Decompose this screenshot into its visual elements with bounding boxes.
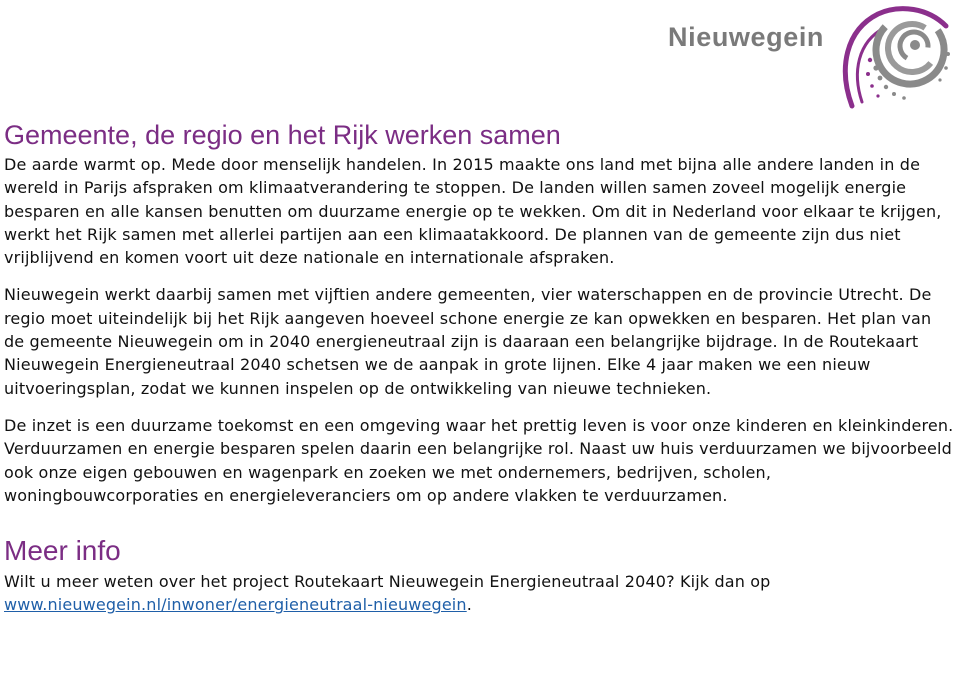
info-paragraph (4, 570, 954, 617)
energieneutraal-link[interactable]: www.nieuwegein.nl/inwoner/energieneutraal-nieuwegein (4, 595, 467, 615)
section-title: Gemeente, de regio en het Rijk werken samen (4, 120, 561, 150)
paragraph: Nieuwegein werkt daarbij samen met vijftien andere gemeenten, vier waterschappen en de provincie Utrecht. De regio moet uiteindelijk bij het Rijk aangeven hoeveel schone energie ze kan opwekken en besparen. Het plan van de gemeente Nieuwegein om in 2040 energieneutraal zijn is daaraan een belangrijke bijdrage. In de Routekaart Nieuwegein Energieneutraal 2040 schetsen we de aanpak in grote lijnen. Elke 4 jaar maken we een nieuw uitvoeringsplan, zodat we kunnen inspelen op de ontwikkeling van nieuwe technieken. (4, 285, 932, 398)
info-suffix: . (466, 595, 472, 615)
spiral-logo-icon (838, 2, 960, 114)
brand-name: Nieuwegein (668, 22, 825, 52)
info-text: Wilt u meer weten over het project Routekaart Nieuwegein Energieneutraal 2040? Kijk dan op (4, 572, 771, 592)
main-content (4, 118, 954, 617)
paragraph: De aarde warmt op. Mede door menselijk handelen. In 2015 maakte ons land met bijna alle andere landen in de wereld in Parijs afspraken om klimaatverandering te stoppen. De landen willen samen zoveel mogelijk energie besparen en alle kansen benutten om duurzame energie op te wekken. Om dit in Nederland voor elkaar te krijgen, werkt het Rijk samen met allerlei partijen aan een klimaatakkoord. De plannen van de gemeente zijn dus niet vrijblijvend en komen voort uit deze nationale en internationale afspraken. (4, 155, 942, 268)
meer-info-title: Meer info (4, 535, 121, 567)
paragraph: De inzet is een duurzame toekomst en een omgeving waar het prettig leven is voor onze kinderen en kleinkinderen. Verduurzamen en energie besparen spelen daarin een belangrijke rol. Naast uw huis verduurzamen we bijvoorbeeld ook onze eigen gebouwen en wagenpark en zoeken we met ondernemers, bedrijven, scholen, woningbouwcorporaties en energieleveranciers om op andere vlakken te verduurzamen. (4, 415, 954, 505)
